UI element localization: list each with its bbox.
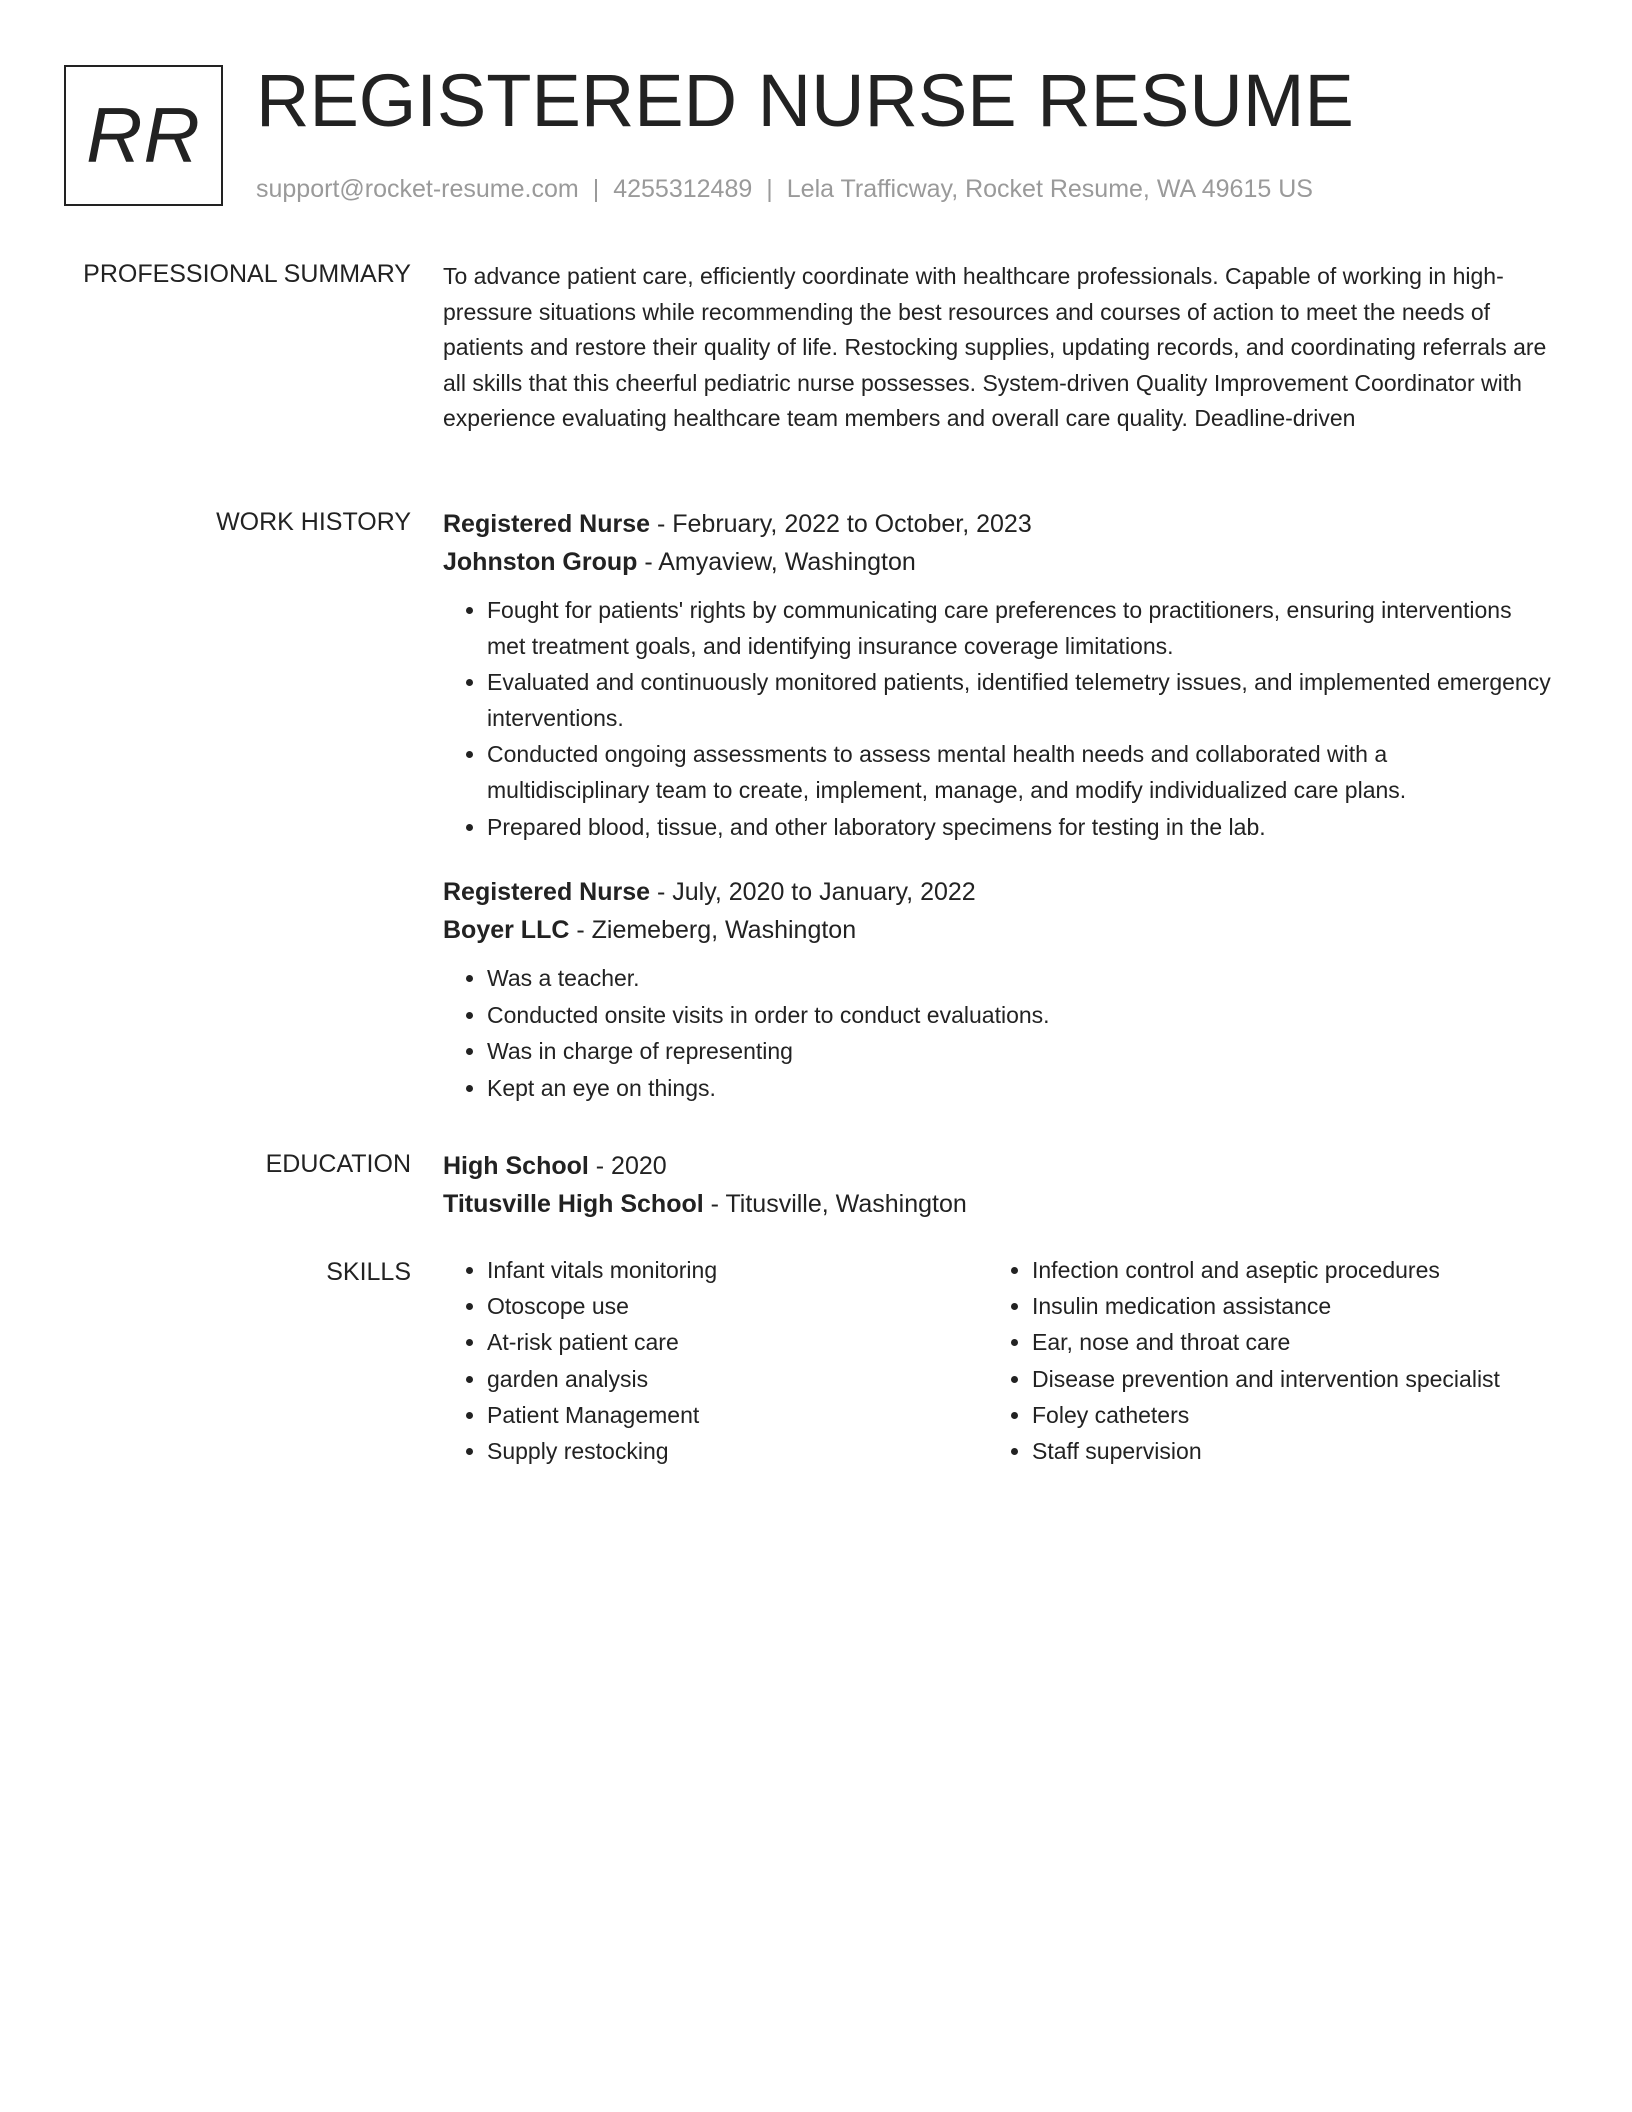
skill-item: • Staff supervision <box>1032 1434 1533 1470</box>
skills-grid <box>443 1253 1553 1470</box>
education-year: - 2020 <box>588 1152 667 1180</box>
skills-column-left <box>443 1253 988 1470</box>
education-school-line <box>443 1185 1553 1223</box>
skill-item: • Foley catheters <box>1032 1398 1533 1434</box>
job-company: Boyer LLC <box>443 916 570 945</box>
section-label-work: WORK HISTORY <box>216 508 411 536</box>
skill-item: • Infant vitals monitoring <box>487 1253 988 1289</box>
skill-item: • At-risk patient care <box>487 1325 988 1361</box>
job-bullet: • Was a teacher. <box>487 961 1553 997</box>
job-title: Registered Nurse <box>443 510 651 538</box>
contact-separator: | <box>592 175 600 203</box>
job-bullet: • Was in charge of representing <box>487 1034 1553 1070</box>
job-bullets <box>443 961 1553 1106</box>
contact-line <box>256 172 1313 206</box>
job-bullet: • Conducted ongoing assessments to assess mental health needs and collaborated with a multidisciplinary team to create, implement, manage, and modify individualized care plans. <box>487 737 1553 808</box>
skill-item: • Infection control and aseptic procedures <box>1032 1253 1533 1289</box>
job-title-line <box>443 873 1553 911</box>
job-location: - Amyaview, Washington <box>637 548 916 576</box>
section-label-summary: PROFESSIONAL SUMMARY <box>83 260 411 288</box>
skills-body <box>443 1253 1553 1470</box>
job-location: - Ziemeberg, Washington <box>569 916 857 945</box>
work-body <box>443 505 1553 1107</box>
job-title: Registered Nurse <box>443 878 651 907</box>
job-company-line <box>443 911 1553 949</box>
skill-item: • Insulin medication assistance <box>1032 1289 1533 1325</box>
job-bullet: • Evaluated and continuously monitored patients, identified telemetry issues, and implemented emergency interventions. <box>487 665 1553 736</box>
job-entry <box>443 505 1553 845</box>
skill-item: • Ear, nose and throat care <box>1032 1325 1533 1361</box>
skill-item: • garden analysis <box>487 1362 988 1398</box>
job-entry <box>443 873 1553 1106</box>
monogram-initials: RR <box>86 91 201 179</box>
job-dates: - February, 2022 to October, 2023 <box>650 510 1032 538</box>
job-bullet: • Prepared blood, tissue, and other laboratory specimens for testing in the lab. <box>487 810 1553 846</box>
education-school: Titusville High School <box>443 1190 704 1218</box>
job-company-line <box>443 543 1553 581</box>
skill-item: • Patient Management <box>487 1398 988 1434</box>
resume-title: REGISTERED NURSE RESUME <box>256 59 1354 142</box>
section-label-skills: SKILLS <box>326 1258 411 1286</box>
education-body <box>443 1147 1553 1223</box>
job-bullets <box>443 593 1553 845</box>
job-bullet: • Conducted onsite visits in order to conduct evaluations. <box>487 998 1553 1034</box>
monogram-box <box>64 65 223 206</box>
job-bullet: • Kept an eye on things. <box>487 1071 1553 1107</box>
section-label-education: EDUCATION <box>265 1150 411 1178</box>
education-degree-line <box>443 1147 1553 1185</box>
job-dates: - July, 2020 to January, 2022 <box>650 878 976 907</box>
skills-column-right <box>988 1253 1533 1470</box>
job-title-line <box>443 505 1553 543</box>
skill-item: • Disease prevention and intervention specialist <box>1032 1362 1533 1398</box>
skills-list-left <box>443 1253 988 1470</box>
skill-item: • Supply restocking <box>487 1434 988 1470</box>
skills-list-right <box>988 1253 1533 1470</box>
job-company: Johnston Group <box>443 548 638 576</box>
education-degree: High School <box>443 1152 589 1180</box>
contact-phone: 4255312489 <box>613 175 753 203</box>
contact-email: support@rocket-resume.com <box>256 175 579 203</box>
summary-text: To advance patient care, efficiently coordinate with healthcare professionals. Capable of working in high-pressure situations while recommending the best resources and courses of action to meet the needs of patients and restore their quality of life. Restocking supplies, updating records, and coordinating referrals are all skills that this cheerful pediatric nurse possesses. System-driven Quality Improvement Coordinator with experience evaluating healthcare team members and overall care quality. Deadline-driven <box>443 263 1547 432</box>
contact-address: Lela Trafficway, Rocket Resume, WA 49615 US <box>786 175 1313 203</box>
education-location: - Titusville, Washington <box>703 1190 967 1218</box>
job-bullet: • Fought for patients' rights by communicating care preferences to practitioners, ensuring interventions met treatment goals, and identifying insurance coverage limitations. <box>487 593 1553 664</box>
contact-separator: | <box>766 175 773 203</box>
skill-item: • Otoscope use <box>487 1289 988 1325</box>
summary-body <box>443 259 1553 437</box>
